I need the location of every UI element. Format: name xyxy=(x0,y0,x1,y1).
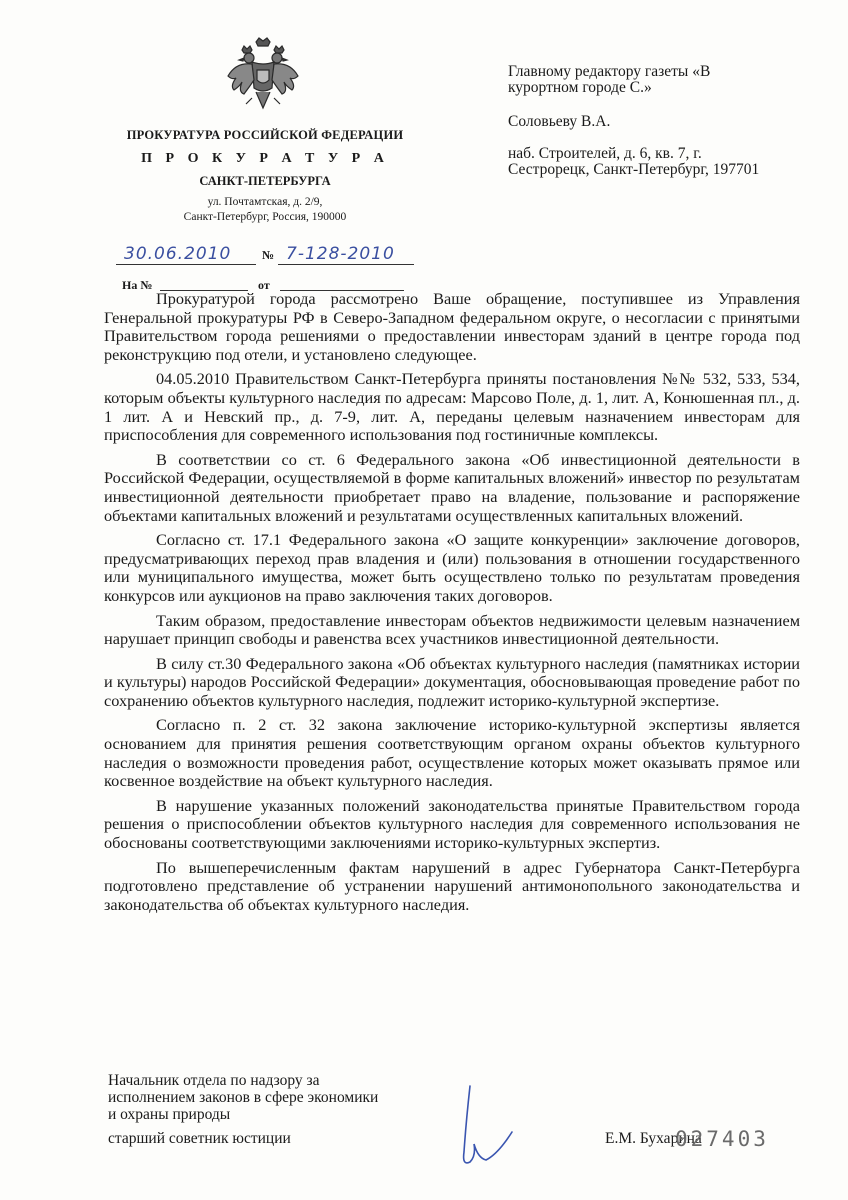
letter-body xyxy=(104,290,800,920)
org-name: ПРОКУРАТУРА РОССИЙСКОЙ ФЕДЕРАЦИИ xyxy=(126,128,404,142)
signatory-rank: старший советник юстиции xyxy=(108,1130,291,1147)
registration-date: 30.06.2010 xyxy=(124,244,232,264)
addressee-title: Главному редактору газеты «В курортном городе С.» xyxy=(508,63,711,96)
body-paragraph: В нарушение указанных положений законодательства принятые Правительством города решения о приспособлении объектов культурного наследия для современного использования не обоснованы соответствующими заключениями историко-культурных экспертиз. xyxy=(104,795,800,853)
org-address-line2: Санкт-Петербург, Россия, 190000 xyxy=(183,211,347,223)
handwritten-signature xyxy=(448,1082,518,1172)
signatory-name: Е.М. Бухарина xyxy=(605,1130,702,1147)
addressee-name: Соловьеву В.А. xyxy=(508,113,611,130)
city-name: САНКТ-ПЕТЕРБУРГА xyxy=(199,174,331,188)
form-serial-number: 027403 xyxy=(675,1127,769,1151)
org-address-line1: ул. Почтамтская, д. 2/9, xyxy=(207,196,323,208)
body-paragraph: Согласно ст. 17.1 Федерального закона «О защите конкуренции» заключение договоров, предусматривающих переход прав владения и (или) пользования в отношении государственного или муниципального имущества, может быть осуществлено только по результатам проведения конкурсов или аукционов на право заключения таких договоров. xyxy=(104,530,800,605)
registration-number-label: № xyxy=(262,248,275,262)
body-paragraph: В соответствии со ст. 6 Федерального закона «Об инвестиционной деятельности в Российской Федерации, осуществляемой в форме капитальных вложений» инвестор по результатам инвестиционной деятельности приобретает право на владение, пользование и распоряжение объектами капитальных вложений и результатами осуществленных капитальных вложений. xyxy=(104,449,800,525)
registration-number: 7-128-2010 xyxy=(286,244,395,264)
dept-name: П Р О К У Р А Т У Р А xyxy=(141,151,389,166)
body-paragraph: 04.05.2010 Правительством Санкт-Петербурга приняты постановления №№ 532, 533, 534, которым объекты культурного наследия по адресам: Марсово Поле, д. 1, лит. А, Конюшенная пл., д. 1 лит. А и Невский пр., д. 7-9, лит. А, переданы целевым назначением инвесторам для приспособления для современного использования под гостиничные комплексы. xyxy=(104,369,800,445)
double-headed-eagle-icon xyxy=(222,36,304,118)
signatory-title: Начальник отдела по надзору за исполнением законов в сфере экономики и охраны природы xyxy=(108,1072,379,1123)
body-paragraph: По вышеперечисленным фактам нарушений в адрес Губернатора Санкт-Петербурга подготовлено представление об устранении нарушений антимонопольного законодательства и законодательства об объектах культурного наследия. xyxy=(104,857,800,914)
body-paragraph: В силу ст.30 Федерального закона «Об объектах культурного наследия (памятниках истории и культуры) народов Российской Федерации» документация, обосновывающая проведение работ по сохранению объектов культурного наследия, подлежит историко-культурной экспертизе. xyxy=(104,653,800,710)
reference-from-label: от xyxy=(258,278,270,292)
reference-label: На № xyxy=(122,278,153,292)
registration-line xyxy=(116,244,416,266)
body-paragraph: Таким образом, предоставление инвесторам объектов недвижимости целевым назначением нарушает принцип свободы и равенства всех участников инвестиционной деятельности. xyxy=(104,610,800,649)
body-paragraph: Прокуратурой города рассмотрено Ваше обращение, поступившее из Управления Генеральной прокуратуры РФ в Северо-Западном федеральном округе, о несогласии с принятыми Правительством города решениями о предоставлении инвесторам зданий в центре города под реконструкцию под отели, и установлено следующее. xyxy=(104,289,800,364)
addressee-address: наб. Строителей, д. 6, кв. 7, г. Сестрорецк, Санкт-Петербург, 197701 xyxy=(508,145,760,178)
body-paragraph: Согласно п. 2 ст. 32 закона заключение историко-культурной экспертизы является основанием для принятия решения соответствующим органом охраны объектов культурного наследия о возможности проведения работ, осуществление которых может оказывать прямое или косвенное воздействие на объект культурного наследия. xyxy=(104,715,800,791)
